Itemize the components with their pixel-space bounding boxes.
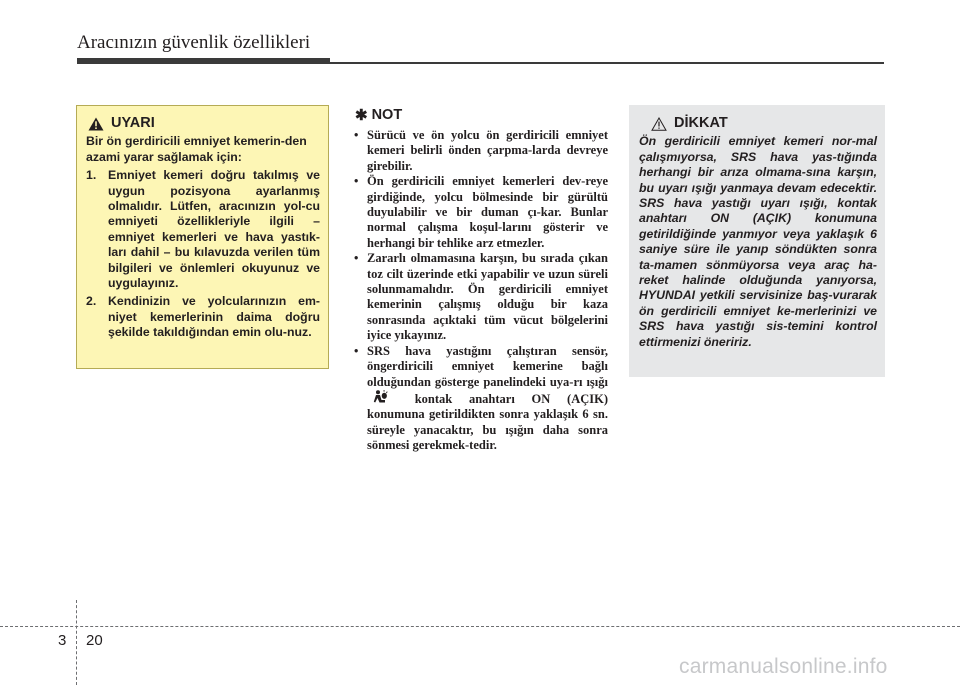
note-item-text: Zararlı olmamasına karşın, bu sırada çıkan toz cilt üzerinde etki yapabilir ve uzun süreli solunmamalıdır. Ön gerdiricili emniyet kemerinin çalışmış olduğu bir kaza sonrasında açıktaki tüm vücut bölgelerini iyice yıkayınız. — [367, 251, 608, 343]
note-item — [353, 251, 608, 343]
warning-item — [86, 294, 320, 340]
watermark: carmanualsonline.info — [679, 655, 888, 678]
warning-item — [86, 168, 320, 291]
caution-box — [629, 105, 885, 377]
note-item-text: Ön gerdiricili emniyet kemerleri dev-reye girdiğinde, yolcu bölmesinde bir gürültü duyulabilir ve bir duman çı-kar. Bunlar normal çalışma koşul-larını gösterir ve herhangi bir tehlike arz etmezler. — [367, 174, 608, 250]
caution-title: DİKKAT — [674, 115, 728, 131]
note-item — [353, 344, 608, 454]
caution-header — [651, 116, 877, 131]
warning-item-text: Emniyet kemeri doğru takılmış ve uygun pozisyona ayarlanmış olmalıdır. Lütfen, aracınızın yol-cu emniyeti özellikleriyle ilgili – emniyet kemerleri ve hava yastık-ları dahil – bu kılavuzda verilen tüm bilgileri ve önlemleri okuyunuz ve uygulayınız. — [108, 168, 320, 291]
note-section — [353, 106, 608, 454]
warning-list — [86, 168, 320, 340]
caution-text: Ön gerdiricili emniyet kemeri nor-mal çalışmıyorsa, SRS hava yas-tığında herhangi bir arıza olmama-sına karşın, bu uyarı ışığı yanmaya devam edecektir. SRS hava yastığı uyarı ışığı, kontak anahtarı ON (AÇIK) konumuna getirildiğinde yanmıyor veya yaklaşık 6 saniye süre ile yanıp söndükten sonra ta-mamen sönmüyorsa veya araç ha-reket halinde olduğunda yanıyorsa, HYUNDAI yetkili servisinize baş-vurarak ön gerdiricili emniyet ke-merlerinizi ve SRS hava yastığı sis-temini kontrol ettirmenizi öneririz. — [639, 134, 877, 349]
note-item-text: Sürücü ve ön yolcu ön gerdiricili emniyet kemeri belirli önden çarpma-larda devreye girebilir. — [367, 128, 608, 173]
footer-vertical-rule — [76, 600, 77, 685]
page-number: 20 — [86, 632, 103, 649]
note-header — [355, 106, 608, 124]
note-item-text-before: SRS hava yastığını çalıştıran sensör, öngerdiricili emniyet kemerine bağlı olduğundan gösterge panelindeki uya-rı ışığı — [367, 343, 608, 389]
warning-intro: Bir ön gerdiricili emniyet kemerin-den azami yarar sağlamak için: — [86, 134, 307, 164]
note-list — [353, 128, 608, 454]
note-item — [353, 128, 608, 174]
footer-rule — [0, 626, 960, 627]
bullet-icon: • — [354, 174, 359, 189]
warning-item-number: 2. — [86, 294, 97, 309]
asterisk-icon: ✱ — [355, 107, 368, 124]
page-title: Aracınızın güvenlik özellikleri — [77, 32, 311, 53]
airbag-warning-light-icon — [373, 390, 388, 405]
warning-title: UYARI — [111, 115, 155, 131]
caution-triangle-icon — [651, 117, 667, 131]
bullet-icon: • — [354, 128, 359, 142]
note-title: NOT — [371, 107, 403, 123]
bullet-icon: • — [354, 343, 359, 358]
bullet-icon: • — [354, 251, 359, 266]
note-item-text-after: kontak anahtarı ON (AÇIK) konumuna getirildikten sonra yaklaşık 6 sn. süreyle yanacaktır, bu ışığın daha sonra sönmesi gerekmek-tedir. — [367, 391, 608, 453]
warning-box — [76, 105, 329, 369]
note-item — [353, 174, 608, 251]
warning-header — [88, 116, 320, 131]
warning-triangle-icon — [88, 117, 104, 131]
header-rule-thin — [330, 62, 884, 64]
header-rule-thick — [77, 58, 330, 64]
warning-item-number: 1. — [86, 168, 97, 183]
warning-item-text: Kendinizin ve yolcularınızın em-niyet kemerlerinin daima doğru şekilde takıldığından emin olu-nuz. — [108, 294, 320, 340]
chapter-number: 3 — [58, 632, 67, 649]
